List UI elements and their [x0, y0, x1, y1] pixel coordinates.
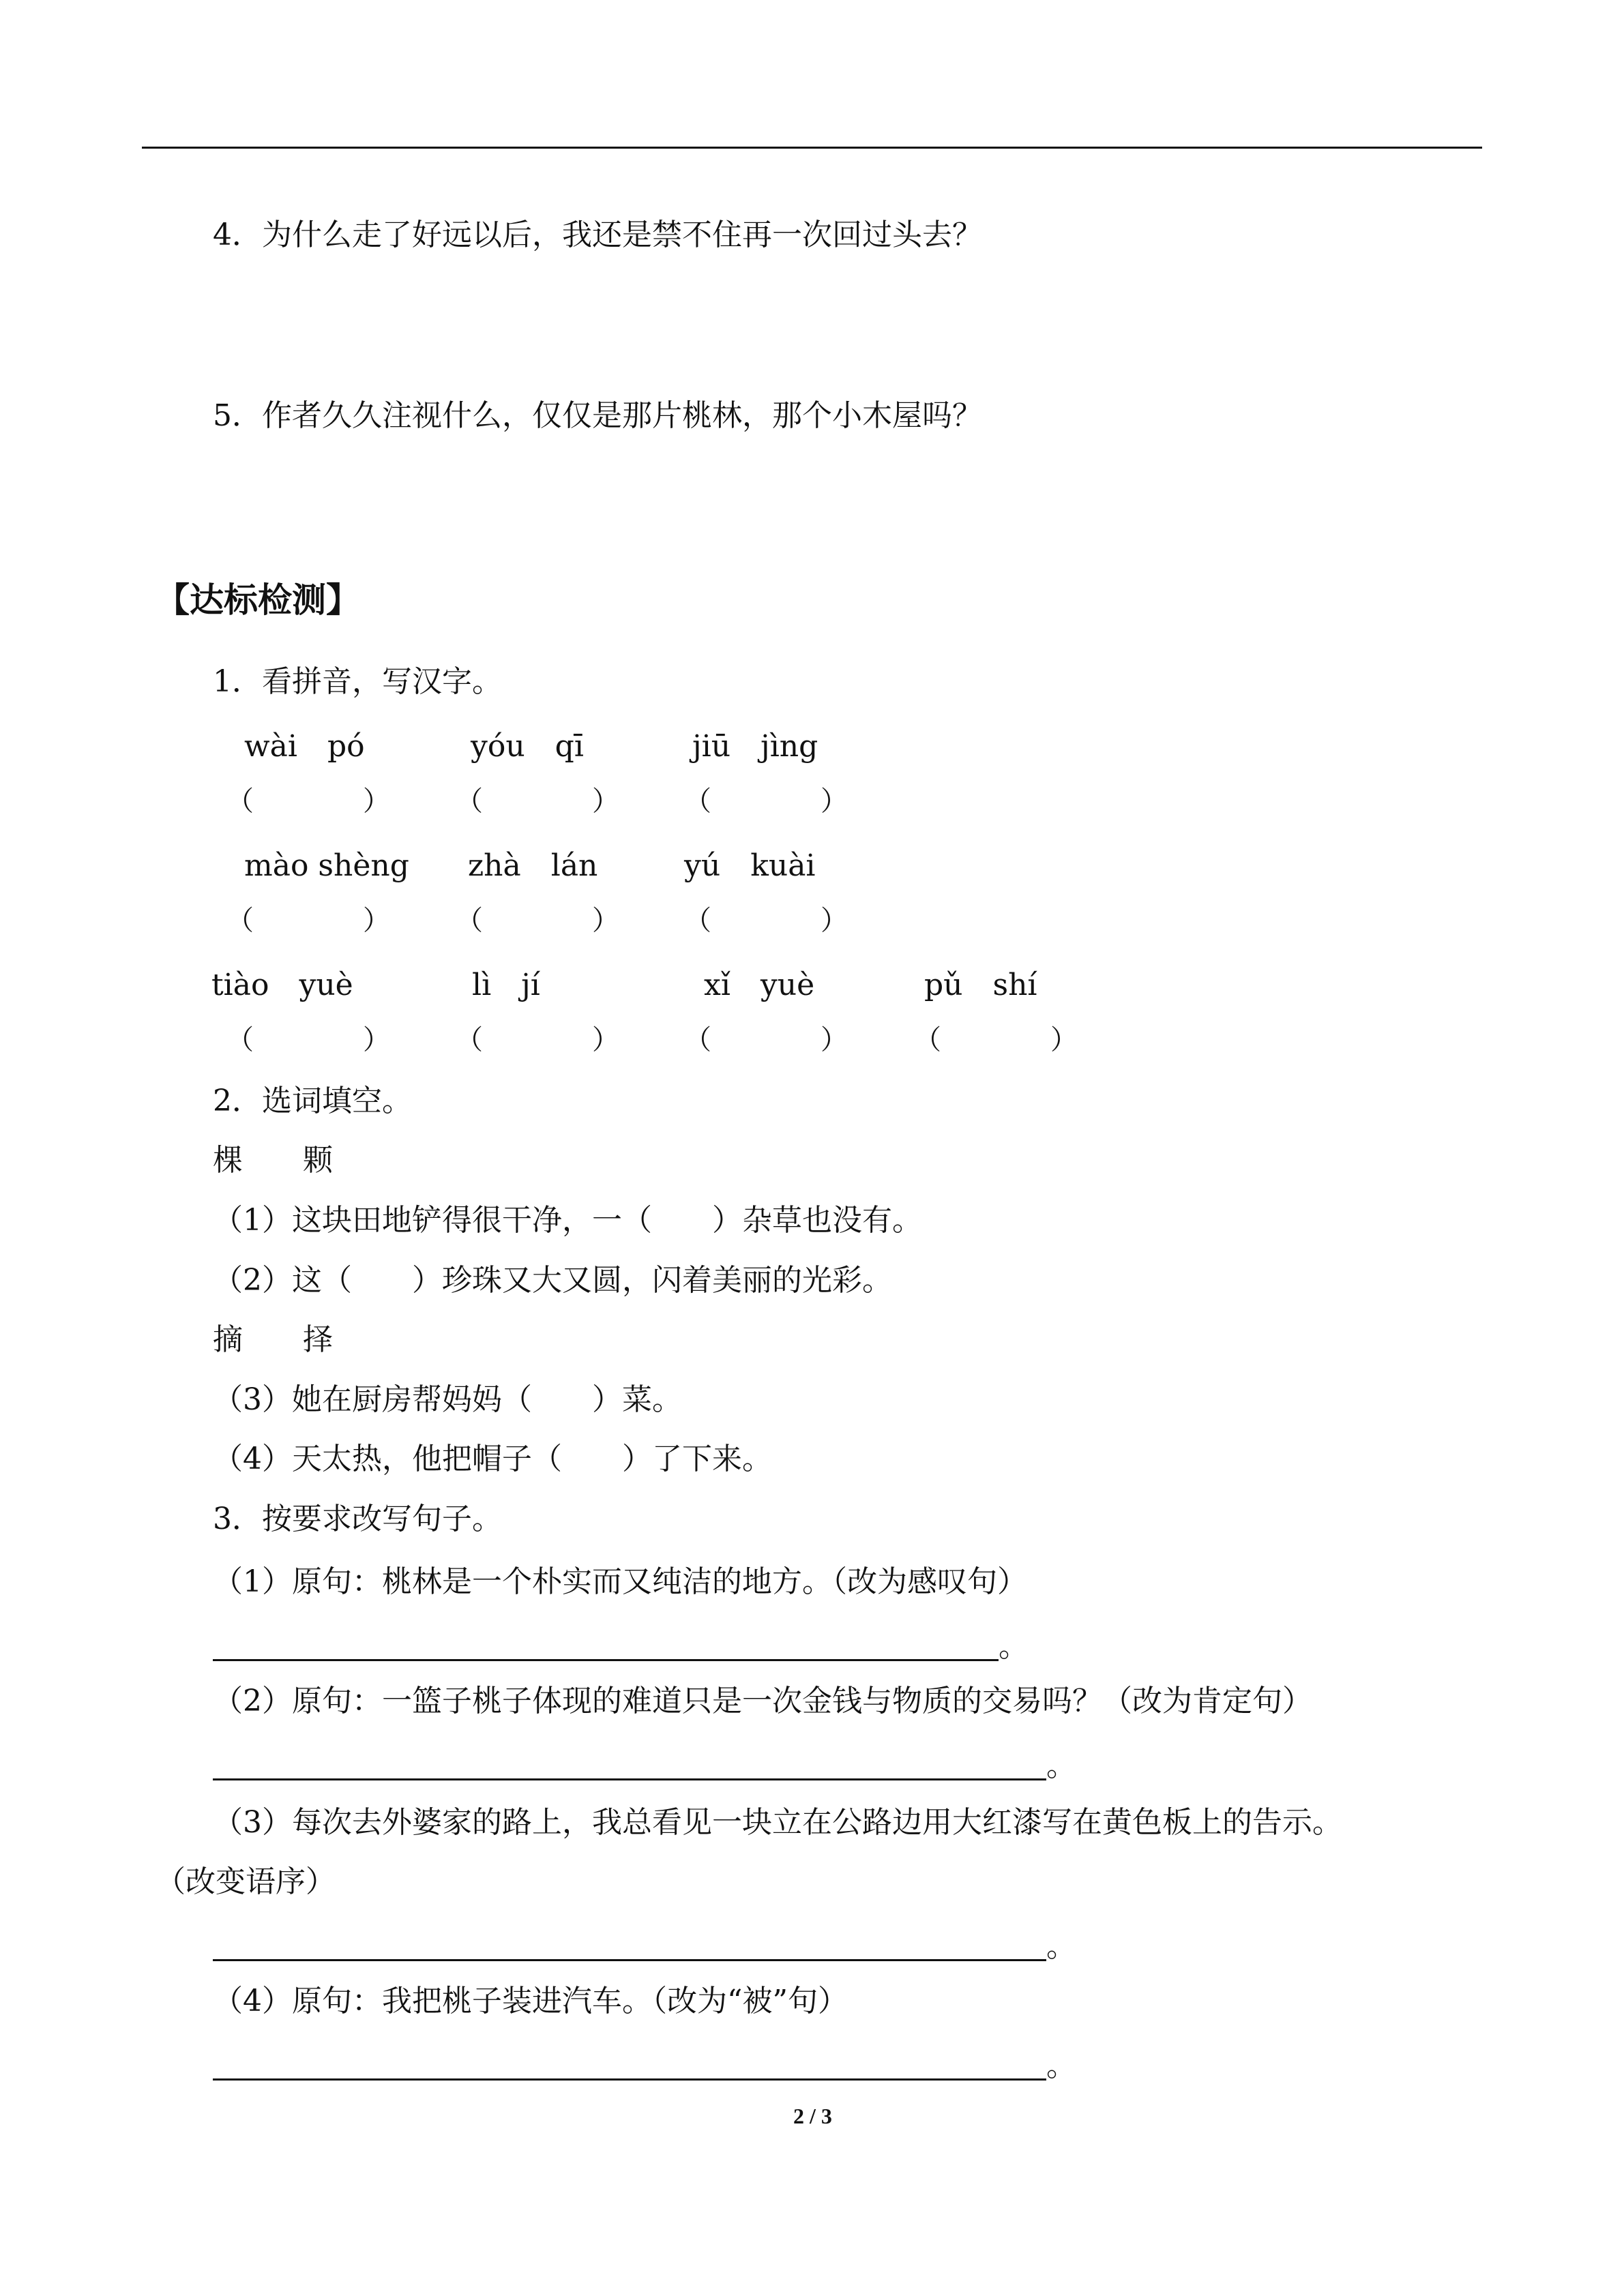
rewrite-prompt: （3）每次去外婆家的路上，我总看见一块立在公路边用大红漆写在黄色板上的告示。: [213, 1805, 1342, 1840]
pinyin: mào shèng: [244, 848, 409, 883]
pinyin: zhà lán: [468, 848, 598, 883]
part1-title: 1．看拼音，写汉字。: [213, 664, 502, 699]
part3-title: 3．按要求改写句子。: [213, 1502, 502, 1536]
question-4: 4．为什么走了好远以后，我还是禁不住再一次回过头去？: [213, 218, 982, 252]
question-5: 5．作者久久注视什么，仅仅是那片桃林，那个小木屋吗？: [213, 398, 982, 433]
section-title: 【达标检测】: [156, 580, 360, 620]
fill-sentence: （1）这块田地铲得很干净，一（ ）杂草也没有。: [213, 1203, 922, 1238]
answer-blank[interactable]: （ ）: [914, 1024, 1078, 1056]
word-choices: 摘 择: [213, 1322, 333, 1357]
rewrite-prompt: （4）原句：我把桃子装进汽车。（改为“被”句）: [213, 1984, 848, 2018]
pinyin: jiū jìng: [692, 729, 818, 764]
line-end: 。: [1046, 1929, 1076, 1964]
answer-blank[interactable]: （ ）: [456, 786, 619, 817]
answer-blank[interactable]: （ ）: [456, 1024, 619, 1056]
pinyin: xǐ yuè: [704, 968, 815, 1002]
answer-blank[interactable]: （ ）: [684, 1024, 848, 1056]
answer-line[interactable]: [213, 1778, 1046, 1780]
pinyin: wài pó: [244, 729, 365, 764]
pinyin: lì jí: [472, 968, 540, 1002]
rewrite-prompt: （1）原句：桃林是一个朴实而又纯洁的地方。（改为感叹句）: [213, 1564, 1027, 1599]
line-end: 。: [999, 1629, 1029, 1664]
answer-blank[interactable]: （ ）: [684, 905, 848, 936]
pinyin: tiào yuè: [211, 968, 353, 1002]
pinyin: pǔ shí: [924, 968, 1037, 1002]
rewrite-prompt-note: （改变语序）: [156, 1864, 336, 1899]
pinyin: yóu qī: [471, 729, 584, 764]
fill-sentence: （2）这（ ）珍珠又大又圆，闪着美丽的光彩。: [213, 1263, 892, 1298]
pinyin: yú kuài: [684, 848, 816, 883]
answer-blank[interactable]: （ ）: [226, 905, 390, 936]
answer-blank[interactable]: （ ）: [456, 905, 619, 936]
word-choices: 棵 颗: [213, 1143, 333, 1178]
answer-line[interactable]: [213, 2078, 1046, 2081]
header-rule: [142, 147, 1482, 149]
line-end: 。: [1046, 1748, 1076, 1783]
fill-sentence: （3）她在厨房帮妈妈（ ）菜。: [213, 1382, 682, 1417]
answer-blank[interactable]: （ ）: [226, 786, 390, 817]
page-number: 2 / 3: [793, 2104, 832, 2128]
line-end: 。: [1046, 2048, 1076, 2083]
fill-sentence: （4）天太热，他把帽子（ ）了下来。: [213, 1442, 772, 1476]
answer-line[interactable]: [213, 1659, 999, 1661]
rewrite-prompt: （2）原句：一篮子桃子体现的难道只是一次金钱与物质的交易吗？（改为肯定句）: [213, 1684, 1312, 1718]
answer-blank[interactable]: （ ）: [226, 1024, 390, 1056]
answer-blank[interactable]: （ ）: [684, 786, 848, 817]
answer-line[interactable]: [213, 1959, 1046, 1961]
part2-title: 2．选词填空。: [213, 1084, 412, 1118]
